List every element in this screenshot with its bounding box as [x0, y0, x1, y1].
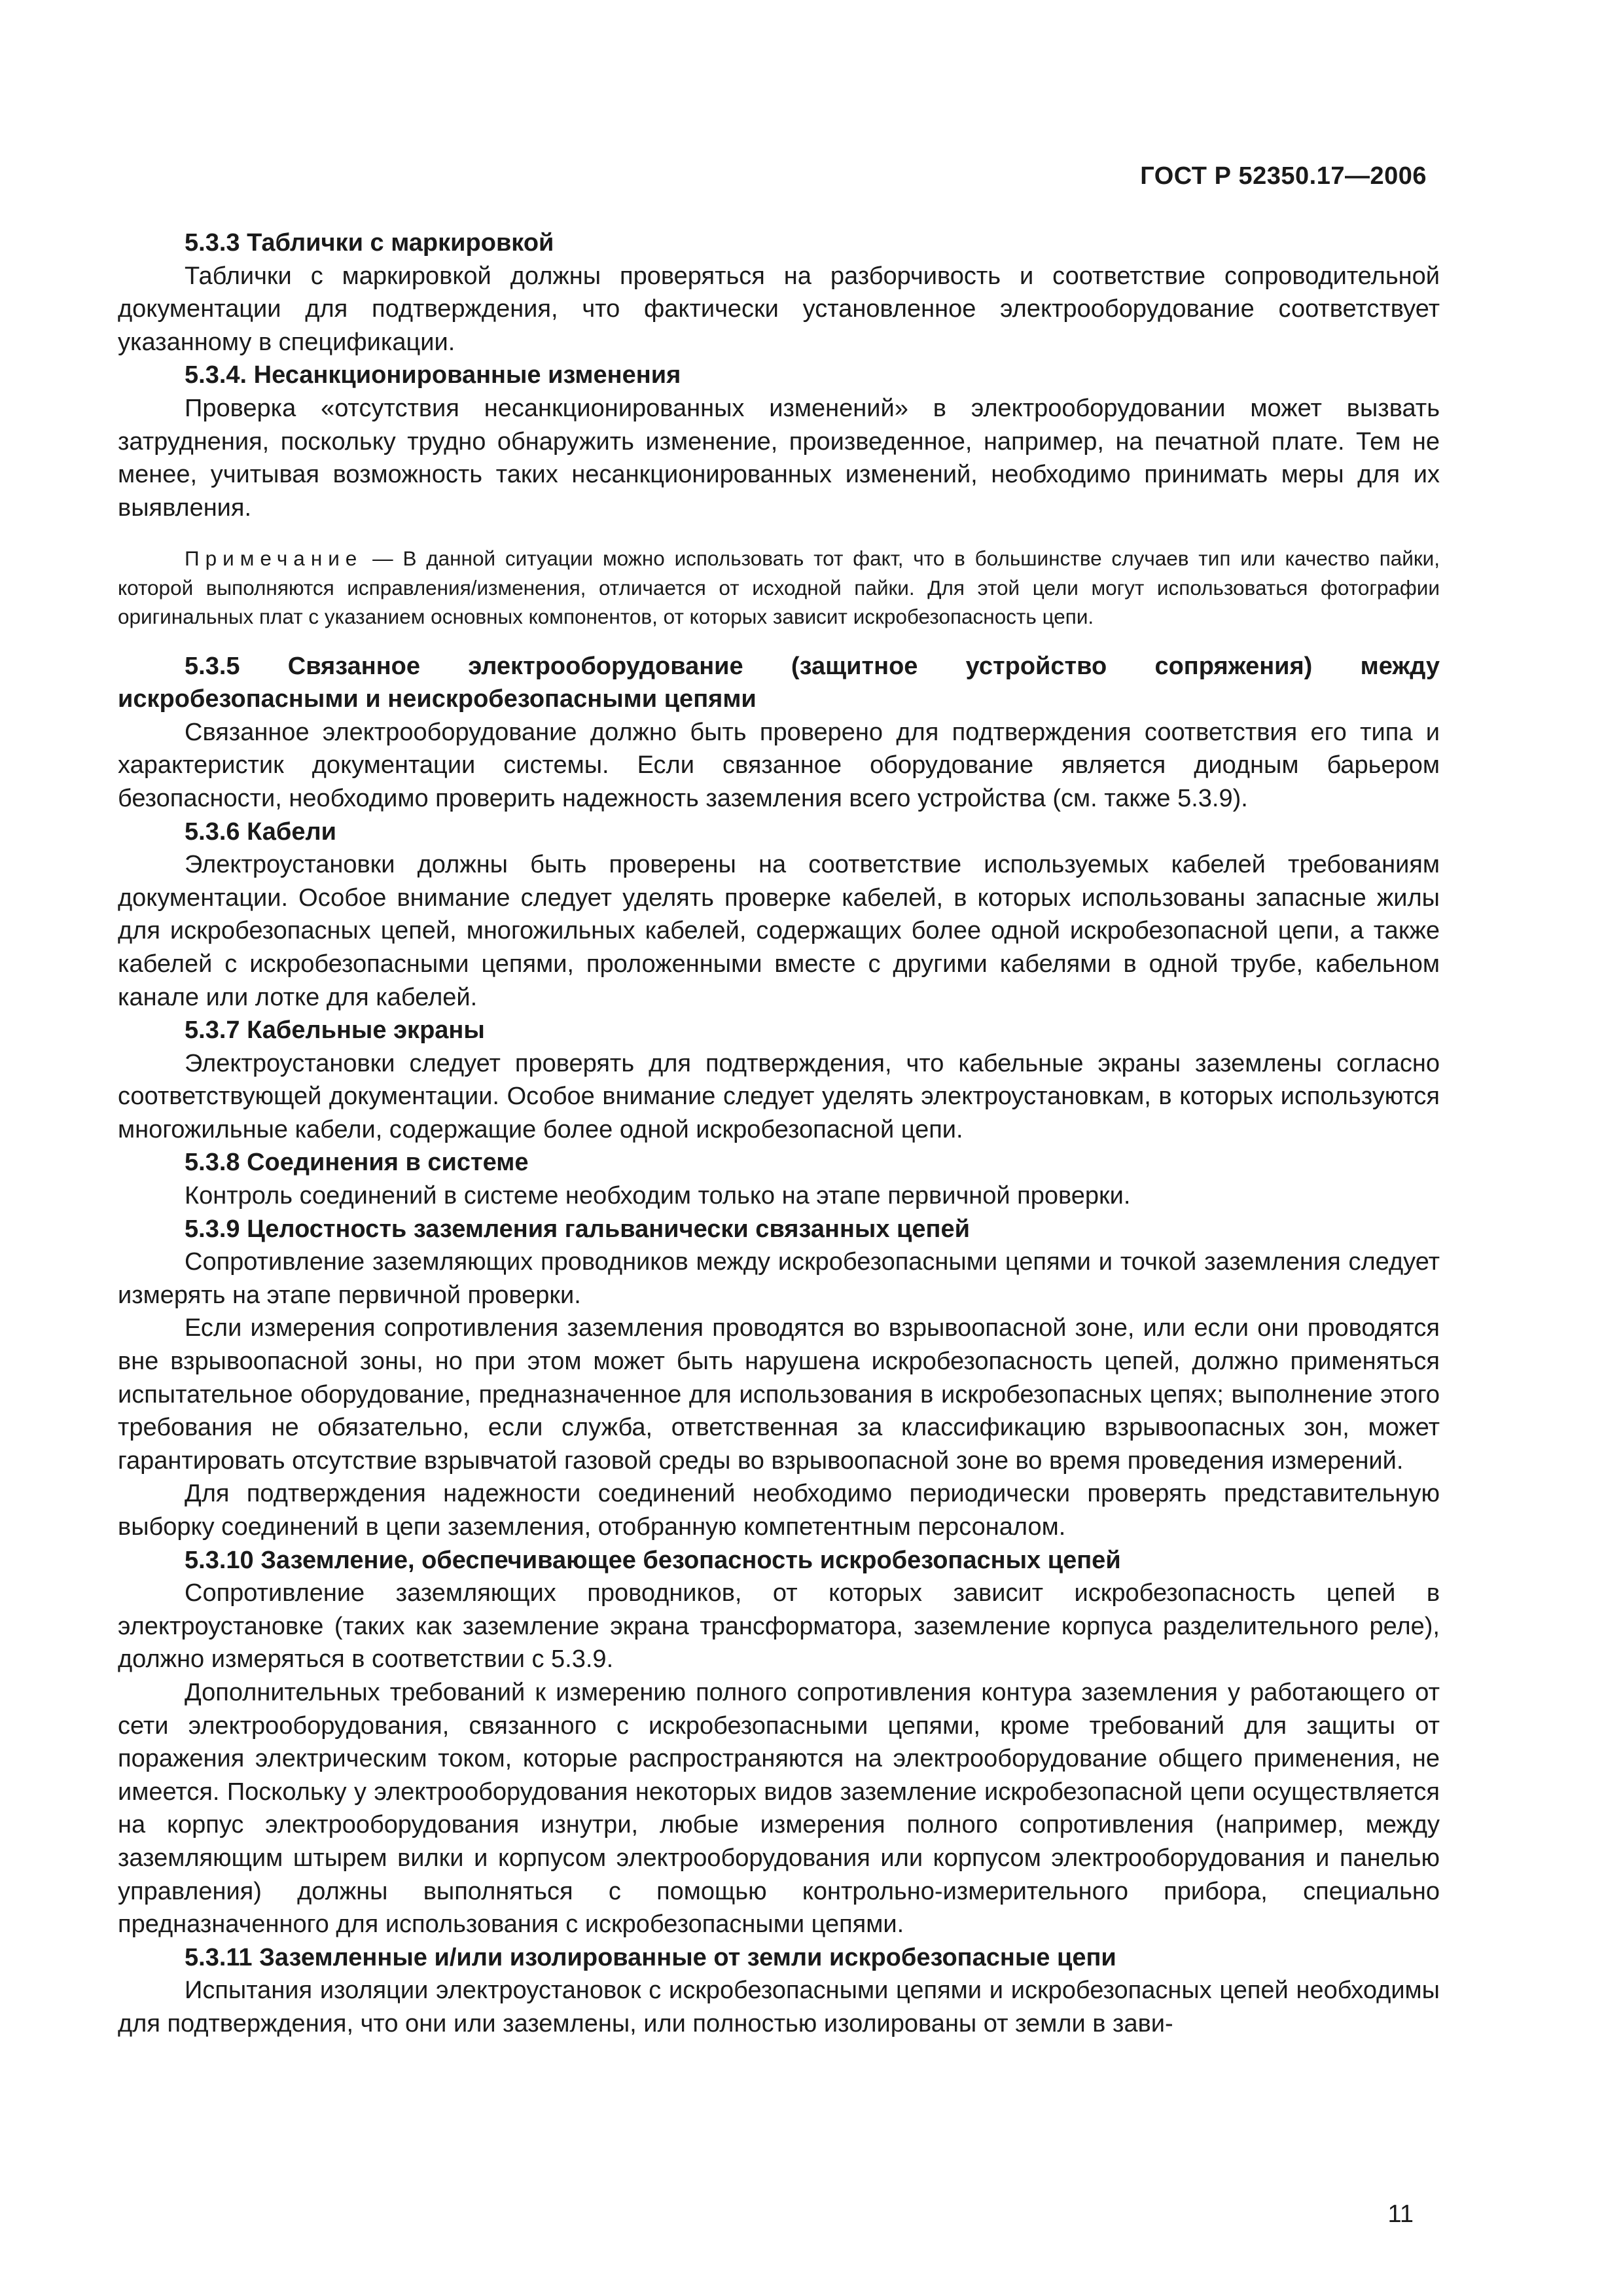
- section-paragraph: Проверка «отсутствия несанкционированных изменений» в электрооборудовании может вызвать затруднения, поскольку трудно обнаружить изменение, произведенное, например, на печатной плате. Тем не менее, учитывая возможность таких несанкционированных изменений, необходимо принимать меры для их выявления.: [118, 394, 1440, 522]
- note-paragraph: [118, 544, 1440, 631]
- section-paragraph: Электроустановки следует проверять для подтверждения, что кабельные экраны заземлены согласно соответствующей документации. Особое внимание следует уделять электроустановкам, в которых используются многожильные кабели, содержащие более одной искробезопасной цепи.: [118, 1049, 1440, 1143]
- document-body: [118, 226, 1440, 2041]
- section-paragraph: Сопротивление заземляющих проводников, от которых зависит искробезопасность цепей в электроустановке (таких как заземление экрана трансформатора, заземление корпуса разделительного реле), должно измеряться в соответствии с 5.3.9.: [118, 1579, 1440, 1674]
- note-text: — В данной ситуации можно использовать тот факт, что в большинстве случаев тип или качество пайки, которой выполняются исправления/изменения, отличается от исходной пайки. Для этой цели могут использоваться фотографии оригинальных плат с указанием основных компонентов, от которых зависит искробезопасность цепи.: [118, 547, 1440, 629]
- section-heading: 5.3.3 Таблички с маркировкой: [185, 229, 554, 257]
- section-heading: 5.3.7 Кабельные экраны: [185, 1016, 485, 1045]
- document-code-header: ГОСТ Р 52350.17—2006: [1140, 162, 1427, 190]
- section-heading: 5.3.10 Заземление, обеспечивающее безопасность искробезопасных цепей: [185, 1546, 1121, 1574]
- section-paragraph: Контроль соединений в системе необходим только на этапе первичной проверки.: [185, 1182, 1131, 1210]
- note-label: Примечание: [185, 547, 363, 571]
- section-heading: 5.3.9 Целостность заземления гальванически связанных цепей: [185, 1215, 970, 1243]
- section-paragraph: Электроустановки должны быть проверены на соответствие используемых кабелей требованиям документации. Особое внимание следует уделять проверке кабелей, в которых использованы запасные жилы для искробезопасных цепей, многожильных кабелей, содержащих более одной искробезопасной цепи, а также кабелей с искробезопасными цепями, проложенными вместе с другими кабелями в одной трубе, кабельном канале или лотке для кабелей.: [118, 851, 1440, 1011]
- section-heading: 5.3.5 Связанное электрооборудование (защитное устройство сопряжения) между искробезопасными и неискробезопасными цепями: [118, 652, 1440, 713]
- section-paragraph: Для подтверждения надежности соединений необходимо периодически проверять представительную выборку соединений в цепи заземления, отобранную компетентным персоналом.: [118, 1480, 1440, 1541]
- section-paragraph: Таблички с маркировкой должны проверяться на разборчивость и соответствие сопроводительной документации для подтверждения, что фактически установленное электрооборудование соответствует указанному в спецификации.: [118, 262, 1440, 356]
- section-paragraph: Если измерения сопротивления заземления проводятся во взрывоопасной зоне, или если они проводятся вне взрывоопасной зоны, но при этом может быть нарушена искробезопасность цепей, должно применяться испытательное оборудование, предназначенное для использования в искробезопасных цепях; выполнение этого требования не обязательно, если служба, ответственная за классификацию взрывоопасных зон, может гарантировать отсутствие взрывчатой газовой среды во взрывоопасной зоне во время проведения измерений.: [118, 1314, 1440, 1475]
- section-heading: 5.3.6 Кабели: [185, 817, 336, 846]
- section-paragraph: Связанное электрооборудование должно быть проверено для подтверждения соответствия его типа и характеристик документации системы. Если связанное оборудование является диодным барьером безопасности, необходимо проверить надежность заземления всего устройства (см. также 5.3.9).: [118, 718, 1440, 812]
- section-paragraph: Испытания изоляции электроустановок с искробезопасными цепями и искробезопасных цепей необходимы для подтверждения, что они или заземлены, или полностью изолированы от земли в зави-: [118, 1977, 1440, 2037]
- section-heading: 5.3.4. Несанкционированные изменения: [185, 361, 681, 389]
- section-heading: 5.3.8 Соединения в системе: [185, 1149, 529, 1177]
- section-heading: 5.3.11 Заземленные и/или изолированные от земли искробезопасные цепи: [185, 1943, 1116, 1971]
- section-paragraph: Дополнительных требований к измерению полного сопротивления контура заземления у работающего от сети электрооборудования, связанного с искробезопасными цепями, кроме требований для защиты от поражения электрическим током, которые распространяются на электрооборудование общего применения, не имеется. Поскольку у электрооборудования некоторых видов заземление искробезопасной цепи осуществляется на корпус электрооборудования изнутри, любые измерения полного сопротивления (например, между заземляющим штырем вилки и корпусом электрооборудования или корпусом электрооборудования и панелью управления) должны выполняться с помощью контрольно-измерительного прибора, специально предназначенного для использования с искробезопасными цепями.: [118, 1678, 1440, 1939]
- section-paragraph: Сопротивление заземляющих проводников между искробезопасными цепями и точкой заземления следует измерять на этапе первичной проверки.: [118, 1248, 1440, 1309]
- page-number: 11: [1387, 2200, 1414, 2228]
